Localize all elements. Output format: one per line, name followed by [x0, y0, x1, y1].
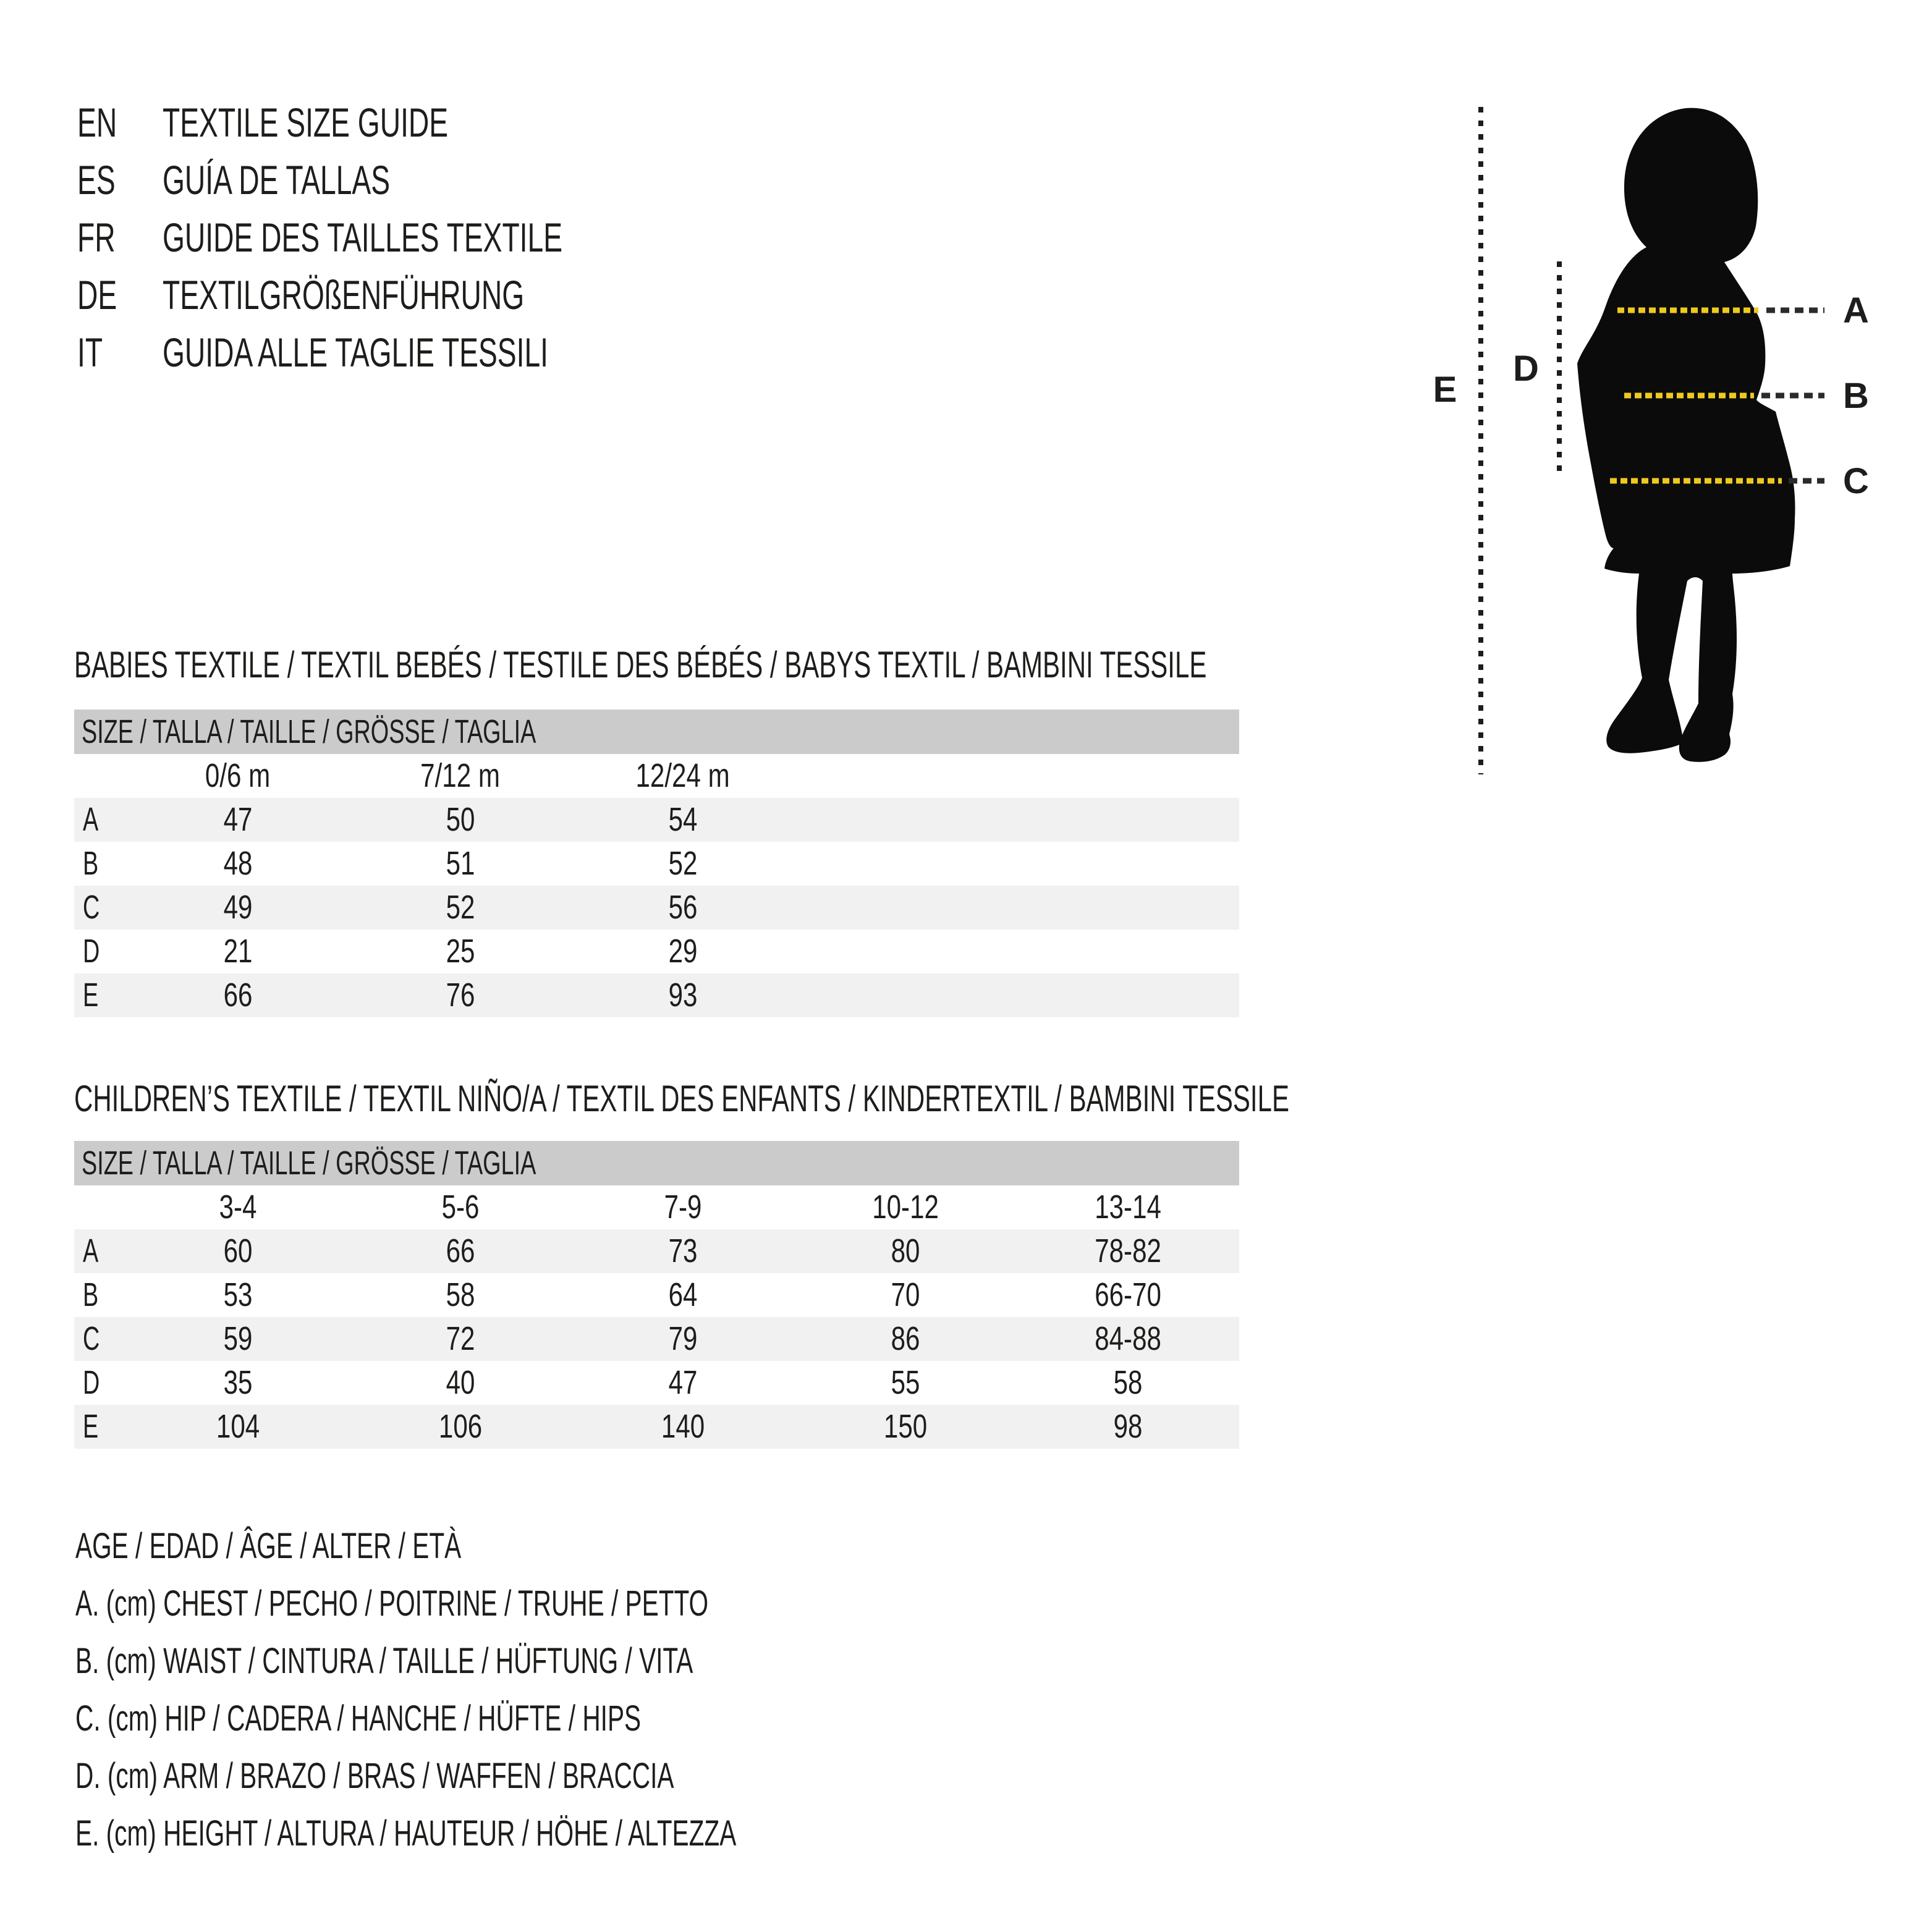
language-guide-title: TEXTILE SIZE GUIDE — [163, 100, 449, 145]
table-row: E 104 106 140 150 98 — [74, 1405, 1239, 1449]
row-label: D — [83, 1364, 100, 1401]
children-col-3-4: 3-4 — [219, 1188, 257, 1226]
language-title-list — [77, 94, 734, 381]
language-guide-title: GUIDE DES TAILLES TEXTILE — [163, 214, 563, 260]
children-column-header-row — [74, 1185, 1239, 1229]
language-row-de — [77, 266, 734, 324]
figure-label-e: E — [1433, 370, 1457, 410]
children-col-7-9: 7-9 — [664, 1188, 702, 1226]
babies-column-header-row — [74, 754, 1239, 798]
language-code: ES — [77, 157, 116, 203]
language-row-en — [77, 94, 734, 151]
table-row: B 53 58 64 70 66-70 — [74, 1273, 1239, 1317]
table-row: E 66 76 93 — [74, 973, 1239, 1017]
figure-label-d: D — [1513, 349, 1539, 389]
language-code: FR — [77, 214, 116, 260]
figure-label-b: B — [1843, 376, 1869, 416]
row-label: E — [83, 1408, 99, 1445]
table-row: C 49 52 56 — [74, 886, 1239, 930]
legend-age: AGE / EDAD / ÂGE / ALTER / ETÀ — [75, 1526, 462, 1566]
row-label: E — [83, 977, 99, 1014]
children-section-title: CHILDREN’S TEXTILE / TEXTIL NIÑO/A / TEXTIL DES ENFANTS / KINDERTEXTIL / BAMBINI TESSILE — [74, 1078, 1289, 1119]
children-col-5-6: 5-6 — [441, 1188, 480, 1226]
legend-waist: B. (cm) WAIST / CINTURA / TAILLE / HÜFTUNG / VITA — [75, 1641, 693, 1681]
row-label: C — [83, 889, 100, 926]
row-label: A — [83, 1232, 99, 1269]
legend-hip: C. (cm) HIP / CADERA / HANCHE / HÜFTE / HIPS — [75, 1698, 642, 1739]
measurement-legend — [75, 1517, 1020, 1862]
children-size-table — [74, 1141, 1239, 1449]
babies-col-7-12m: 7/12 m — [420, 757, 501, 794]
language-guide-title: TEXTILGRÖßENFÜHRUNG — [163, 272, 525, 318]
babies-col-12-24m: 12/24 m — [635, 757, 731, 794]
table-row: D 21 25 29 — [74, 930, 1239, 973]
language-guide-title: GUIDA ALLE TAGLIE TESSILI — [163, 329, 548, 375]
row-label: B — [83, 1276, 99, 1313]
figure-label-a: A — [1843, 290, 1869, 331]
row-label: B — [83, 845, 99, 882]
language-code: IT — [77, 329, 103, 375]
row-label: A — [83, 801, 99, 838]
table-row: D 35 40 47 55 58 — [74, 1361, 1239, 1405]
babies-section-title: BABIES TEXTILE / TEXTIL BEBÉS / TESTILE DES BÉBÉS / BABYS TEXTIL / BAMBINI TESSILE — [74, 644, 1207, 685]
language-row-fr — [77, 209, 734, 266]
language-code: EN — [77, 100, 117, 145]
language-row-es — [77, 151, 734, 209]
babies-size-table — [74, 710, 1239, 1017]
row-label: C — [83, 1320, 100, 1357]
legend-chest: A. (cm) CHEST / PECHO / POITRINE / TRUHE / PETTO — [75, 1583, 709, 1624]
babies-col-0-6m: 0/6 m — [205, 757, 271, 794]
table-row: B 48 51 52 — [74, 842, 1239, 886]
children-col-13-14: 13-14 — [1095, 1188, 1161, 1226]
legend-height: E. (cm) HEIGHT / ALTURA / HAUTEUR / HÖHE / ALTEZZA — [75, 1813, 737, 1854]
figure-label-c: C — [1843, 461, 1869, 501]
table-row: A 47 50 54 — [74, 798, 1239, 842]
babies-size-header-bar: SIZE / TALLA / TAILLE / GRÖSSE / TAGLIA — [74, 710, 1239, 754]
language-guide-title: GUÍA DE TALLAS — [163, 157, 391, 203]
children-col-10-12: 10-12 — [872, 1188, 939, 1226]
table-row: A 60 66 73 80 78-82 — [74, 1229, 1239, 1273]
children-size-header-bar: SIZE / TALLA / TAILLE / GRÖSSE / TAGLIA — [74, 1141, 1239, 1185]
language-code: DE — [77, 272, 117, 318]
table-row: C 59 72 79 86 84-88 — [74, 1317, 1239, 1361]
legend-arm: D. (cm) ARM / BRAZO / BRAS / WAFFEN / BRACCIA — [75, 1756, 674, 1796]
language-row-it — [77, 324, 734, 381]
row-label: D — [83, 933, 100, 970]
